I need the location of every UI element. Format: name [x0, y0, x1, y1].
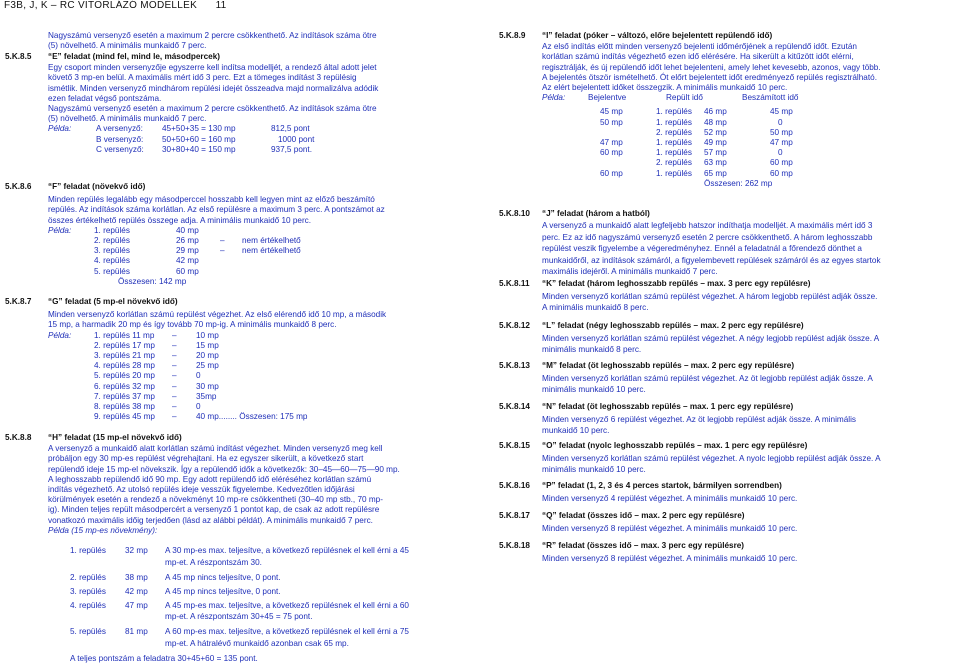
table-cell: 0	[778, 117, 783, 127]
example-label: Példa:	[48, 225, 72, 235]
example-cell: 15 mp	[196, 340, 219, 350]
example-cell: 26 mp	[176, 236, 199, 245]
text-line: regisztrálják, és új repülendő időt lehet bejelenteni, amely lehet kevesebb, azonos, vagy több.	[542, 62, 881, 72]
dash: –	[220, 236, 225, 245]
example-cell: 30 mp	[196, 381, 219, 391]
text-line: repülendő ideje 15 mp-el növekszik. Így a repülendő idők a következők: 30–45—60—75—90 mp.	[48, 464, 400, 474]
example-row	[48, 145, 465, 155]
section-subtitle: (öt leghosszabb repülés – max. 2 perc egy repülésre)	[585, 361, 795, 370]
dash: –	[172, 350, 177, 360]
dash: –	[172, 412, 177, 422]
section-number: 5.K.8.18	[499, 541, 530, 550]
text-line: Minden versenyző korlátlan számú repülést végezhet. Az első elérendő idő 10 mp, a második	[48, 310, 387, 320]
example-label: Példa:	[48, 124, 72, 134]
text-line: követő 3 mp-en belül. A maximális mért idő 3 perc. Ezt a tömeges indítást 3 repülésig	[48, 73, 357, 83]
section-title: “I” feladat (póker – változó, előre bejelentett repülendő idő)	[542, 31, 773, 40]
example-cell: A 60 mp-es max. teljesítve, a következő repülésnek el kell érni a 75	[165, 627, 409, 636]
section-number: 5.K.8.17	[499, 511, 530, 520]
dash: –	[172, 340, 177, 350]
section-title: “M” feladat	[542, 361, 586, 370]
section-number: 5.K.8.10	[499, 209, 530, 218]
example-row	[48, 267, 465, 277]
dash: –	[172, 391, 177, 401]
text-line: (5) növelhető. A minimális munkaidő 7 perc.	[48, 114, 207, 124]
example-cell: 5. repülés 20 mp	[94, 371, 155, 381]
text-line: Minden versenyző 6 repülést végezhet. Az öt legjobb repülést adják össze. A minimális	[542, 415, 857, 425]
example-total	[48, 277, 465, 287]
example-cell: nem értékelhető	[242, 236, 301, 245]
text-line: összes értékelhető repülés összege adja. A minimális munkaidő 10 perc.	[48, 215, 312, 225]
table-cell: 50 mp	[770, 127, 793, 137]
example-cell: mp-et. A hátralévő munkaidő azonban csak 65 mp.	[165, 638, 349, 648]
section-subtitle: (nyolc leghosszabb repülés – max. 1 perc egy repülésre)	[585, 441, 808, 450]
example-cell: 25 mp	[196, 361, 219, 371]
text-line: Nagyszámú versenyző esetén a maximum 2 percre csökkenthető. Az indítások száma ötre	[48, 104, 377, 114]
table-cell: 60 mp	[770, 158, 793, 168]
table-cell: 46 mp	[704, 107, 727, 117]
text-line: Minden versenyző 4 repülést végezhet. A minimális munkaidő 10 perc.	[542, 494, 798, 504]
example-cell: 40 mp........ Összesen: 175 mp	[196, 412, 308, 422]
table-cell: 1. repülés	[656, 148, 692, 158]
table-cell: 60 mp	[600, 168, 623, 178]
text-line: vonatkozó maximális időig terjedően (lásd az alábbi példát). A minimális munkaidő 7 perc.	[48, 515, 373, 525]
section-number: 5.K.8.8	[5, 433, 32, 442]
section-number: 5.K.8.15	[499, 441, 530, 450]
dash: –	[172, 371, 177, 381]
example-cell: 2. repülés 17 mp	[94, 340, 155, 350]
table-cell: 47 mp	[600, 137, 623, 147]
dash: –	[220, 246, 225, 256]
section-title: “R” feladat	[542, 541, 585, 550]
section-title: “F” feladat (növekvő idő)	[48, 182, 146, 191]
example-cell: A 30 mp-es max. teljesítve, a következő repülésnek el kell érni a 45	[165, 546, 409, 555]
table-cell: 48 mp	[704, 117, 727, 127]
table-total	[542, 179, 957, 189]
text-line: Minden versenyző 8 repülést végezhet. A minimális munkaidő 10 perc.	[542, 554, 798, 564]
text-line: (5) növelhető. A minimális munkaidő 7 perc.	[48, 41, 207, 51]
table-cell: 60 mp	[770, 168, 793, 178]
example-cell: C versenyző:	[96, 144, 144, 154]
text-line: A minimális munkaidő 8 perc.	[542, 303, 649, 313]
dash: –	[172, 401, 177, 411]
example-cell: mp-et. A részpontszám 30.	[165, 557, 262, 567]
example-cell: 4. repülés 28 mp	[94, 361, 155, 371]
text-line: A versenyző a munkaidő alatt korlátlan számú indítást végezhet. Minden versenyző meg kell	[48, 444, 383, 454]
section-title: “J” feladat (három a hatból)	[542, 209, 650, 218]
section-subtitle: (három leghosszabb repülés – max. 3 perc egy repülésre)	[584, 279, 811, 288]
table-cell: 52 mp	[704, 127, 727, 137]
table-cell: 49 mp	[704, 137, 727, 147]
example-cell: 47 mp	[125, 600, 148, 610]
section-subtitle: (1, 2, 3 és 4 perces startok, bármilyen sorrendben)	[584, 481, 782, 490]
text-line: Minden repülés legalább egy másodperccel hosszabb kell legyen mint az előző beszámító	[48, 195, 375, 205]
section-number: 5.K.8.16	[499, 481, 530, 490]
column-header: Bejelentve	[588, 93, 627, 103]
example-cell: 29 mp	[176, 246, 199, 256]
text-line: ismétlik. Minden versenyző mindhárom repülési idejét összeadva majd normalizálva adódik	[48, 83, 379, 93]
section-subtitle: (négy leghosszabb repülés – max. 2 perc egy repülésre)	[583, 321, 804, 330]
section-number: 5.K.8.5	[5, 52, 32, 61]
example-cell: B versenyző:	[96, 134, 144, 144]
total-text: Összesen: 262 mp	[704, 178, 773, 188]
example-cell: 20 mp	[196, 350, 219, 360]
example-cell: 42 mp	[176, 256, 199, 266]
example-row	[48, 256, 465, 266]
text-line: repülés. Az indítások száma korlátlan. Az első repülésre a maximum 3 perc. A pontszámot az	[48, 205, 385, 215]
text-line: Minden versenyző korlátlan számú repülést végezhet. A nyolc legjobb repülést adják össze. A	[542, 454, 881, 464]
example-cell: A 45 mp nincs teljesítve, 0 pont.	[165, 572, 281, 582]
table-cell: 65 mp	[704, 168, 727, 178]
example-cell: 50+50+60 = 160 mp	[162, 134, 236, 144]
table-row	[542, 158, 957, 168]
example-cell: 812,5 pont	[271, 124, 310, 134]
text-line: korlátlan számú indítás végezhető ezen idő elérésére. Ha sikerült a kitűzött időt elérni,	[542, 52, 854, 62]
text-line: repülést veszik figyelembe a végeredményhez. Ennél a feladatnál a főrendező dönthet a	[542, 244, 862, 254]
example-cell: 81 mp	[125, 627, 148, 636]
example-row	[48, 226, 465, 236]
total-text: A teljes pontszám a feladatra 30+45+60 = 135 pont.	[70, 653, 258, 663]
example-row	[48, 124, 465, 134]
text-line: körülmények esetén a rendező a növekményt 10 mp-re csökkentheti (30–40 mp stb., 70 mp-	[48, 495, 383, 505]
example-cell: 10 mp	[196, 330, 219, 340]
example-cell: 7. repülés 37 mp	[94, 391, 155, 401]
example-label: Példa:	[542, 93, 566, 103]
example-label: Példa (15 mp-es növekmény):	[48, 525, 158, 535]
example-cell: 937,5 pont.	[271, 144, 312, 154]
example-cell: A 45 mp-es max. teljesítve, a következő repülésnek el kell érni a 60	[165, 600, 409, 610]
table-cell: 60 mp	[600, 148, 623, 158]
text-line: perc. Ez az idő nagyszámú versenyző esetén 2 percre csökkenthető. A három leghosszabb	[542, 232, 873, 242]
table-cell: 47 mp	[770, 137, 793, 147]
section-title: “Q” feladat	[542, 511, 586, 520]
example-cell: 42 mp	[125, 586, 148, 596]
section-number: 5.K.8.7	[5, 297, 32, 306]
text-line: maximális idejéről. A minimális munkaidő 7 perc.	[542, 267, 718, 277]
section-number: 5.K.8.12	[499, 321, 530, 330]
example-cell: 5. repülés	[70, 627, 106, 636]
text-line: Minden versenyző korlátlan számú repülést végezhet. Az öt legjobb repülést adják össze. A	[542, 374, 873, 384]
text-line: Egy csoport minden versenyzője egyszerre kell indítsa modelljét, a rendező által adott jelet	[48, 63, 377, 73]
example-cell: 30+80+40 = 150 mp	[162, 144, 236, 154]
example-cell: 6. repülés 32 mp	[94, 381, 155, 391]
example-cell: 1. repülés	[70, 546, 106, 555]
section-title: “G” feladat (5 mp-el növekvő idő)	[48, 297, 178, 306]
text-line: próbáljon egy 30 mp-es repülést végrehajtani. Ha ez egyszer sikerült, a következő start	[48, 454, 364, 464]
example-cell: 5. repülés	[94, 266, 130, 276]
table-cell: 1. repülés	[656, 168, 692, 178]
table-cell: 57 mp	[704, 148, 727, 158]
dash: –	[172, 330, 177, 340]
example-row	[48, 135, 465, 145]
example-cell: 2. repülés	[70, 572, 106, 582]
table-row	[542, 118, 957, 128]
table-cell: 0	[778, 148, 783, 158]
table-row	[542, 138, 957, 148]
example-cell: 0	[196, 401, 201, 411]
section-subtitle: (öt leghosszabb repülés – max. 1 perc egy repülésre)	[584, 402, 794, 411]
example-cell: mp-et. A részpontszám 30+45 = 75 pont.	[165, 612, 313, 621]
section-subtitle: (összes idő – max. 2 perc egy repülésre)	[585, 511, 745, 520]
example-cell: A 45 mp nincs teljesítve, 0 pont.	[165, 586, 281, 596]
table-row	[542, 128, 957, 138]
section-number: 5.K.8.9	[499, 31, 526, 40]
text-line: munkaidőről, az indítások számáról, a figyelembevett repülések számáról és az egyes startok	[542, 255, 881, 265]
example-cell: 4. repülés	[70, 600, 106, 610]
table-cell: 50 mp	[600, 117, 623, 127]
example-cell: 2. repülés	[94, 236, 130, 245]
example-cell: 8. repülés 38 mp	[94, 401, 155, 411]
example-label: Példa:	[48, 330, 72, 340]
total-text: Összesen: 142 mp	[118, 276, 187, 286]
example-cell: 4. repülés	[94, 256, 130, 266]
section-title: “L” feladat	[542, 321, 584, 330]
example-cell: 0	[196, 371, 201, 381]
section-title: “H” feladat (15 mp-el növekvő idő)	[48, 433, 182, 442]
text-line: Nagyszámú versenyző esetén a maximum 2 percre csökkenthető. Az indítások száma ötre	[48, 31, 377, 40]
table-cell: 63 mp	[704, 158, 727, 168]
example-cell: nem értékelhető	[242, 246, 301, 256]
section-number: 5.K.8.6	[5, 182, 32, 191]
section-title: “P” feladat	[542, 481, 585, 490]
table-cell: 1. repülés	[656, 107, 692, 117]
example-cell: 1. repülés 11 mp	[94, 330, 155, 340]
example-cell: 35mp	[196, 391, 217, 401]
table-cell: 2. repülés	[656, 127, 692, 137]
table-cell: 1. repülés	[656, 137, 692, 147]
example-cell: 60 mp	[176, 266, 199, 276]
example-cell: 3. repülés	[70, 586, 106, 596]
table-cell: 1. repülés	[656, 117, 692, 127]
table-row	[542, 169, 957, 179]
dash: –	[172, 381, 177, 391]
text-line: minimális munkaidő 8 perc.	[542, 345, 642, 355]
section-title: “E” feladat (mind fel, mind le, másodpercek)	[48, 52, 220, 61]
text-line: A leghosszabb repülendő idő 90 mp. Egy adott repülendő idő eléréséhez korlátlan számú	[48, 474, 372, 484]
example-cell: 9. repülés 45 mp	[94, 412, 155, 422]
example-cell: 3. repülés	[94, 246, 130, 256]
example-cell: 45+50+35 = 130 mp	[162, 124, 236, 134]
text-line: minimális munkaidő 10 perc.	[542, 385, 646, 395]
text-line: Minden versenyző korlátlan számú repülést végezhet. A négy legjobb repülést adják össze. A	[542, 334, 880, 344]
example-cell: 38 mp	[125, 572, 148, 582]
section-number: 5.K.8.14	[499, 402, 530, 411]
table-row	[542, 148, 957, 158]
example-row	[48, 236, 465, 246]
table-cell: 45 mp	[600, 107, 623, 117]
text-line: indítás végezhető. Az utolsó repülés ideje vesszük figyelembe. Kedvezőtlen időjárási	[48, 485, 355, 495]
example-row	[48, 246, 465, 256]
text-line: Minden versenyző korlátlan számú repülést végezhet. A három legjobb repülést adják össze.	[542, 292, 878, 302]
section-number: 5.K.8.13	[499, 361, 530, 370]
text-line: 15 mp, a harmadik 20 mp és így tovább 70 mp-ig. A minimális munkaidő 8 perc.	[48, 320, 337, 330]
text-line: ig). Minden teljes repült másodpercért a versenyző 1 pontot kap, de csak az adott repülésre	[48, 505, 380, 515]
example-cell: 3. repülés 21 mp	[94, 350, 155, 360]
text-line: ezen feladat végső pontszáma.	[48, 93, 162, 103]
text-line: Az elért bejelentett időket összegzik. A minimális munkaidő 10 perc.	[542, 83, 788, 93]
text-line: munkaidő 10 perc.	[542, 426, 610, 436]
example-cell: 40 mp	[176, 225, 199, 235]
section-title: “N” feladat	[542, 402, 585, 411]
text-line: A bejelentés ötször ismételhető. Ót előrt bejelentett időt eredményező repülés regisztrálható.	[542, 72, 877, 82]
example-cell: A versenyző:	[96, 124, 143, 134]
dash: –	[172, 361, 177, 371]
example-cell: 32 mp	[125, 546, 148, 555]
example-cell: 1000 pont	[278, 134, 315, 144]
column-header: Repült idő	[666, 93, 703, 103]
example-cell: 1. repülés	[94, 225, 130, 235]
example-row	[48, 331, 465, 341]
text-line: Az első indítás előtt minden versenyző bejelenti időmérőjének a repülendő időt. Ezután	[542, 42, 857, 52]
table-row	[542, 107, 957, 117]
column-header: Beszámított idő	[742, 93, 799, 103]
table-header	[542, 93, 957, 103]
text-line: minimális munkaidő 10 perc.	[542, 465, 646, 475]
section-title: “K” feladat	[542, 279, 585, 288]
text-line: Minden versenyző 8 repülést végezhet. A minimális munkaidő 10 perc.	[542, 524, 798, 534]
section-number: 5.K.8.11	[499, 279, 530, 288]
table-cell: 45 mp	[770, 107, 793, 117]
page-header: F3B, J, K – RC VITORLÁZÓ MODELLEK 11	[4, 0, 227, 11]
table-cell: 2. repülés	[656, 158, 692, 168]
section-subtitle: (összes idő – max. 3 perc egy repülésre)	[584, 541, 745, 550]
section-title: “O” feladat	[542, 441, 586, 450]
text-line: A versenyző a munkaidő alatt legfeljebb hatszor indíthatja modelljét. A maximális mért idő 3	[542, 221, 873, 231]
